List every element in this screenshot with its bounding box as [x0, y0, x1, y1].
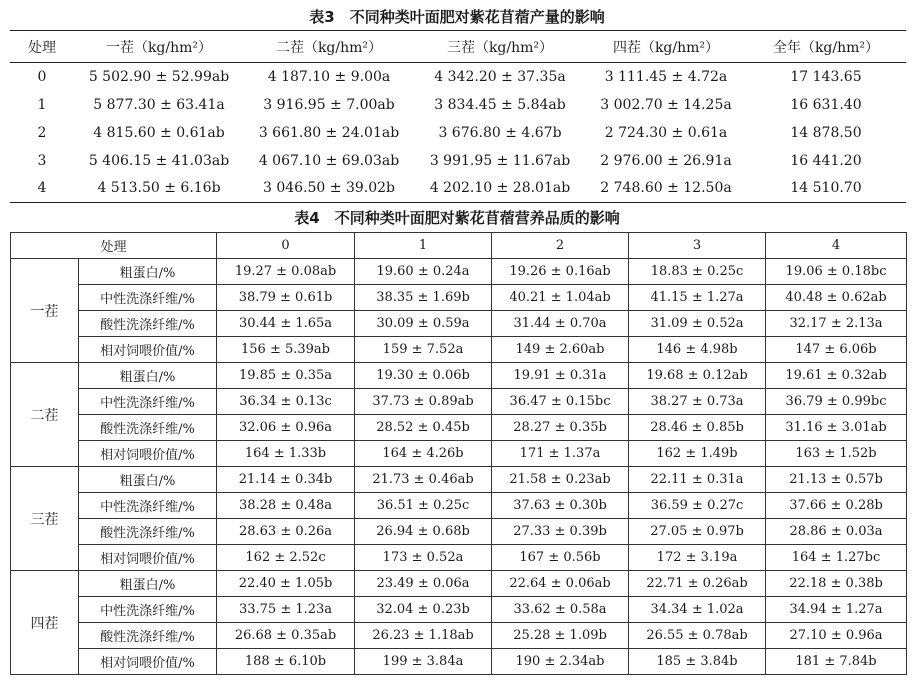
table4-value-cell: 146 ± 4.98b — [629, 337, 766, 363]
table4-value-cell: 34.34 ± 1.02a — [629, 597, 766, 623]
table3-value-cell: 4 187.10 ± 9.00a — [267, 68, 391, 85]
table4-value-cell: 32.04 ± 0.23b — [355, 597, 492, 623]
table4-value-cell: 32.06 ± 0.96a — [217, 415, 355, 441]
table3-row — [10, 91, 906, 119]
table3-value-cell: 16 441.20 — [790, 152, 862, 169]
table4-value-cell: 40.48 ± 0.62ab — [766, 285, 907, 311]
table3-header-cell: 三茬（kg/hm²） — [414, 31, 586, 63]
table4-value-cell: 28.27 ± 0.35b — [492, 415, 629, 441]
table4-treatment-header: 4 — [766, 233, 907, 259]
table4-value-cell: 149 ± 2.60ab — [492, 337, 629, 363]
table4-cut-label: 三茬 — [11, 467, 79, 571]
table3-value-cell: 5 877.30 ± 63.41a — [93, 96, 225, 113]
table3-header-cell: 处理 — [10, 31, 74, 63]
table4-value-cell: 167 ± 0.56b — [492, 545, 629, 571]
table4-value-cell: 22.18 ± 0.38b — [766, 571, 907, 597]
table3-value-cell: 14 510.70 — [746, 175, 906, 203]
table4-treatment-header: 2 — [492, 233, 629, 259]
table3-header-row — [10, 31, 906, 63]
table4-value-cell: 27.33 ± 0.39b — [492, 519, 629, 545]
table3-header-cell: 全年（kg/hm²） — [746, 31, 906, 63]
table4-value-cell: 19.06 ± 0.18bc — [766, 259, 907, 285]
table4-value-cell: 19.30 ± 0.06b — [355, 363, 492, 389]
table3-header-cell: 一茬（kg/hm²） — [74, 31, 244, 63]
table4-value-cell: 31.09 ± 0.52a — [629, 311, 766, 337]
table3-value-cell: 3 834.45 ± 5.84ab — [434, 96, 566, 113]
table3-treatment-cell: 3 — [37, 152, 47, 169]
table3-value-cell: 4 815.60 ± 0.61ab — [93, 124, 225, 141]
table4-value-cell: 172 ± 3.19a — [629, 545, 766, 571]
table4-value-cell: 38.35 ± 1.69b — [355, 285, 492, 311]
table4-value-cell: 28.63 ± 0.26a — [217, 519, 355, 545]
table3-value-cell: 2 976.00 ± 26.91a — [600, 152, 732, 169]
table3-value-cell: 3 676.80 ± 4.67b — [438, 124, 562, 141]
table3-value-cell: 4 342.20 ± 37.35a — [434, 68, 566, 85]
table3-row — [10, 175, 906, 203]
table3-value-cell: 3 111.45 ± 4.72a — [604, 68, 728, 85]
table4-value-cell: 31.16 ± 3.01ab — [766, 415, 907, 441]
quality-table — [10, 232, 907, 675]
table4-value-cell: 28.86 ± 0.03a — [766, 519, 907, 545]
table4-row — [11, 519, 907, 545]
table4-row — [11, 571, 907, 597]
table3-value-cell: 17 143.65 — [790, 68, 862, 85]
table4-metric-label: 相对饲喂价值/% — [79, 545, 217, 571]
table4-value-cell: 190 ± 2.34ab — [492, 649, 629, 675]
table4-row — [11, 493, 907, 519]
table4-value-cell: 164 ± 1.33b — [217, 441, 355, 467]
table4-value-cell: 30.44 ± 1.65a — [217, 311, 355, 337]
table3-treatment-cell: 2 — [37, 124, 47, 141]
table4-caption: 表4 不同种类叶面肥对紫花苜蓿营养品质的影响 — [294, 209, 620, 227]
table4-value-cell: 41.15 ± 1.27a — [629, 285, 766, 311]
table4-value-cell: 21.14 ± 0.34b — [217, 467, 355, 493]
table4-value-cell: 19.60 ± 0.24a — [355, 259, 492, 285]
table3-value-cell: 3 916.95 ± 7.00ab — [263, 96, 395, 113]
table4-value-cell: 38.79 ± 0.61b — [217, 285, 355, 311]
table4-value-cell: 31.44 ± 0.70a — [492, 311, 629, 337]
table4-cut-label: 四茬 — [11, 571, 79, 675]
table4-metric-label: 中性洗涤纤维/% — [79, 285, 217, 311]
table4-value-cell: 164 ± 1.27bc — [766, 545, 907, 571]
table4-value-cell: 163 ± 1.52b — [766, 441, 907, 467]
table3-value-cell: 5 502.90 ± 52.99ab — [88, 68, 230, 85]
table4-row — [11, 415, 907, 441]
table4-value-cell: 28.52 ± 0.45b — [355, 415, 492, 441]
table4-value-cell: 33.62 ± 0.58a — [492, 597, 629, 623]
table4-value-cell: 27.05 ± 0.97b — [629, 519, 766, 545]
table4-value-cell: 162 ± 2.52c — [217, 545, 355, 571]
table4-value-cell: 173 ± 0.52a — [355, 545, 492, 571]
table4-metric-label: 相对饲喂价值/% — [79, 649, 217, 675]
table4-value-cell: 181 ± 7.84b — [766, 649, 907, 675]
table4-value-cell: 199 ± 3.84a — [355, 649, 492, 675]
table4-value-cell: 171 ± 1.37a — [492, 441, 629, 467]
table4-value-cell: 164 ± 4.26b — [355, 441, 492, 467]
table4-value-cell: 22.64 ± 0.06ab — [492, 571, 629, 597]
table4-value-cell: 37.66 ± 0.28b — [766, 493, 907, 519]
table3-header-cell: 二茬（kg/hm²） — [244, 31, 414, 63]
table4-metric-label: 粗蛋白/% — [79, 467, 217, 493]
table4-value-cell: 34.94 ± 1.27a — [766, 597, 907, 623]
table3-value-cell: 4 067.10 ± 69.03ab — [258, 152, 400, 169]
table4-value-cell: 36.47 ± 0.15bc — [492, 389, 629, 415]
table4-treatment-header: 3 — [629, 233, 766, 259]
table4-value-cell: 27.10 ± 0.96a — [766, 623, 907, 649]
yield-table — [10, 30, 906, 203]
table3-value-cell: 4 202.10 ± 28.01ab — [414, 175, 586, 203]
table4-value-cell: 21.13 ± 0.57b — [766, 467, 907, 493]
table3-row — [10, 147, 906, 175]
table4-row — [11, 649, 907, 675]
table3-treatment-cell: 1 — [37, 96, 47, 113]
table3-caption: 表3 不同种类叶面肥对紫花苜蓿产量的影响 — [309, 8, 605, 26]
table4-header-row — [11, 233, 907, 259]
table4-value-cell: 19.27 ± 0.08ab — [217, 259, 355, 285]
table4-value-cell: 18.83 ± 0.25c — [629, 259, 766, 285]
table4-metric-label: 粗蛋白/% — [79, 259, 217, 285]
table3-value-cell: 5 406.15 ± 41.03ab — [88, 152, 230, 169]
table3-row — [10, 63, 906, 91]
table3-treatment-cell: 4 — [10, 175, 74, 203]
table4-metric-label: 酸性洗涤纤维/% — [79, 311, 217, 337]
table4-value-cell: 40.21 ± 1.04ab — [492, 285, 629, 311]
table4-value-cell: 19.68 ± 0.12ab — [629, 363, 766, 389]
table4-row — [11, 597, 907, 623]
table4-value-cell: 32.17 ± 2.13a — [766, 311, 907, 337]
table4-value-cell: 19.26 ± 0.16ab — [492, 259, 629, 285]
table4-value-cell: 26.55 ± 0.78ab — [629, 623, 766, 649]
table4-value-cell: 26.94 ± 0.68b — [355, 519, 492, 545]
table4-metric-label: 粗蛋白/% — [79, 571, 217, 597]
table4-metric-label: 酸性洗涤纤维/% — [79, 519, 217, 545]
table4-row — [11, 337, 907, 363]
table4-metric-label: 酸性洗涤纤维/% — [79, 415, 217, 441]
table3-value-cell: 14 878.50 — [790, 124, 862, 141]
table4-metric-label: 中性洗涤纤维/% — [79, 597, 217, 623]
table4-value-cell: 162 ± 1.49b — [629, 441, 766, 467]
table4-value-cell: 19.61 ± 0.32ab — [766, 363, 907, 389]
table3-value-cell: 3 991.95 ± 11.67ab — [429, 152, 571, 169]
table4-value-cell: 23.49 ± 0.06a — [355, 571, 492, 597]
table4-metric-label: 粗蛋白/% — [79, 363, 217, 389]
table4-row — [11, 545, 907, 571]
table4-metric-label: 相对饲喂价值/% — [79, 337, 217, 363]
table4-value-cell: 25.28 ± 1.09b — [492, 623, 629, 649]
table4-value-cell: 33.75 ± 1.23a — [217, 597, 355, 623]
table4-row — [11, 259, 907, 285]
table3-row — [10, 119, 906, 147]
table3-treatment-cell: 0 — [37, 68, 47, 85]
table4-value-cell: 21.73 ± 0.46ab — [355, 467, 492, 493]
table3-value-cell: 2 724.30 ± 0.61a — [604, 124, 728, 141]
table4-value-cell: 36.51 ± 0.25c — [355, 493, 492, 519]
table4-value-cell: 30.09 ± 0.59a — [355, 311, 492, 337]
table4-value-cell: 185 ± 3.84b — [629, 649, 766, 675]
table4-value-cell: 26.23 ± 1.18ab — [355, 623, 492, 649]
table4-cut-label: 二茬 — [11, 363, 79, 467]
table4-value-cell: 19.91 ± 0.31a — [492, 363, 629, 389]
table4-value-cell: 36.59 ± 0.27c — [629, 493, 766, 519]
table4-value-cell: 28.46 ± 0.85b — [629, 415, 766, 441]
table4-value-cell: 22.40 ± 1.05b — [217, 571, 355, 597]
table4-value-cell: 22.11 ± 0.31a — [629, 467, 766, 493]
table4-metric-label: 相对饲喂价值/% — [79, 441, 217, 467]
table4-value-cell: 38.28 ± 0.48a — [217, 493, 355, 519]
table3-value-cell: 4 513.50 ± 6.16b — [74, 175, 244, 203]
table4-value-cell: 38.27 ± 0.73a — [629, 389, 766, 415]
table3-value-cell: 16 631.40 — [790, 96, 862, 113]
table4-row — [11, 623, 907, 649]
table4-value-cell: 26.68 ± 0.35ab — [217, 623, 355, 649]
table4-row — [11, 389, 907, 415]
table3-value-cell: 3 002.70 ± 14.25a — [600, 96, 732, 113]
table4-row — [11, 363, 907, 389]
table4-treatment-header: 0 — [217, 233, 355, 259]
table4-header-label: 处理 — [11, 233, 217, 259]
table4-value-cell: 147 ± 6.06b — [766, 337, 907, 363]
table3-value-cell: 3 046.50 ± 39.02b — [244, 175, 414, 203]
table4-cut-label: 一茬 — [11, 259, 79, 363]
table4-metric-label: 中性洗涤纤维/% — [79, 493, 217, 519]
table4-value-cell: 159 ± 7.52a — [355, 337, 492, 363]
table3-header-cell: 四茬（kg/hm²） — [586, 31, 746, 63]
table4-row — [11, 285, 907, 311]
table4-row — [11, 467, 907, 493]
table4-value-cell: 188 ± 6.10b — [217, 649, 355, 675]
table3-value-cell: 3 661.80 ± 24.01ab — [258, 124, 400, 141]
table4-value-cell: 37.73 ± 0.89ab — [355, 389, 492, 415]
table4-value-cell: 21.58 ± 0.23ab — [492, 467, 629, 493]
table4-value-cell: 36.79 ± 0.99bc — [766, 389, 907, 415]
table4-metric-label: 中性洗涤纤维/% — [79, 389, 217, 415]
table4-value-cell: 22.71 ± 0.26ab — [629, 571, 766, 597]
table4-row — [11, 441, 907, 467]
table4-value-cell: 37.63 ± 0.30b — [492, 493, 629, 519]
table4-value-cell: 156 ± 5.39ab — [217, 337, 355, 363]
table4-treatment-header: 1 — [355, 233, 492, 259]
table3-value-cell: 2 748.60 ± 12.50a — [586, 175, 746, 203]
table4-value-cell: 36.34 ± 0.13c — [217, 389, 355, 415]
table4-metric-label: 酸性洗涤纤维/% — [79, 623, 217, 649]
table4-value-cell: 19.85 ± 0.35a — [217, 363, 355, 389]
table4-row — [11, 311, 907, 337]
